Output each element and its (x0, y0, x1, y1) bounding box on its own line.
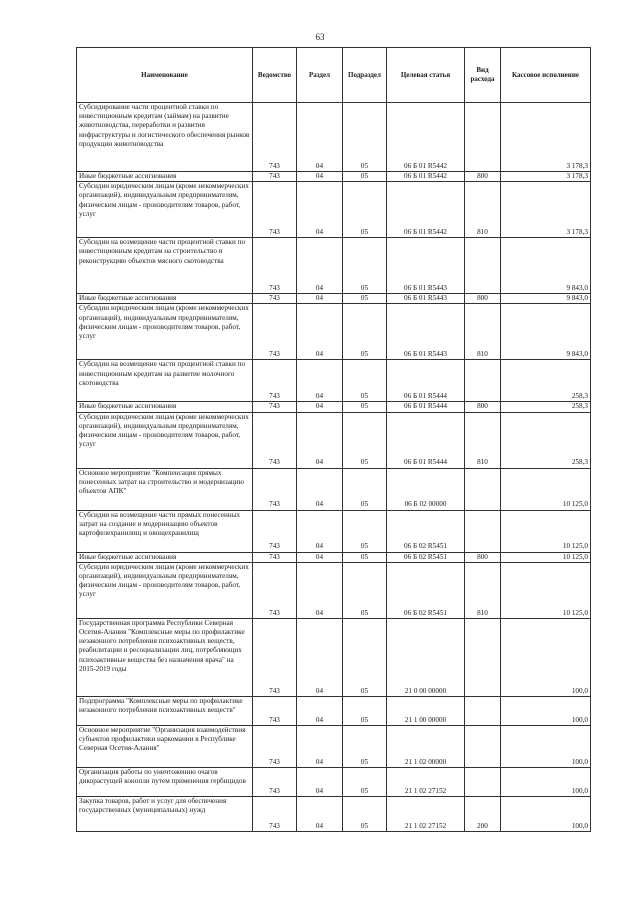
header-section: Раздел (297, 48, 343, 103)
row-section: 04 (297, 725, 343, 767)
row-cash: 10 125,0 (501, 562, 591, 618)
row-cash: 10 125,0 (501, 552, 591, 562)
row-cash: 100,0 (501, 725, 591, 767)
row-subsection: 05 (343, 103, 387, 172)
table-row (77, 696, 591, 725)
row-subsection: 05 (343, 172, 387, 182)
row-target: 06 Б 01 R5443 (387, 304, 465, 360)
row-subsection: 05 (343, 360, 387, 402)
row-subsection: 05 (343, 510, 387, 552)
budget-execution-table (76, 47, 591, 832)
row-cash: 3 178,3 (501, 172, 591, 182)
table-row (77, 238, 591, 294)
row-target: 21 1 02 27152 (387, 767, 465, 796)
row-section: 04 (297, 510, 343, 552)
row-section: 04 (297, 562, 343, 618)
row-subsection: 05 (343, 767, 387, 796)
row-name: Субсидии на возмещение части процентной ставки по инвестиционным кредитам на строительство и реконструкцию объектов мясного скотоводства (77, 238, 253, 294)
row-expense-type: 800 (465, 294, 501, 304)
header-expense-type: Вид расхода (465, 48, 501, 103)
table-row (77, 402, 591, 412)
table-row (77, 294, 591, 304)
row-name: Иные бюджетные ассигнования (77, 402, 253, 412)
row-cash: 258,3 (501, 412, 591, 468)
row-dept: 743 (253, 402, 297, 412)
row-dept: 743 (253, 562, 297, 618)
row-expense-type: 800 (465, 552, 501, 562)
row-expense-type: 800 (465, 402, 501, 412)
row-section: 04 (297, 618, 343, 696)
table-row (77, 510, 591, 552)
row-target: 06 Б 01 R5443 (387, 294, 465, 304)
table-body (77, 103, 591, 832)
row-cash: 100,0 (501, 618, 591, 696)
row-name: Иные бюджетные ассигнования (77, 172, 253, 182)
row-subsection: 05 (343, 552, 387, 562)
row-name: Государственная программа Республики Северная Осетия-Алания "Комплексные меры по профилактике незаконного потребления психоактивных веществ, реабилитации и ресоциализации лиц, потребляющих психоактивные вещества без назначения врача" на 2015-2019 годы (77, 618, 253, 696)
row-cash: 9 843,0 (501, 294, 591, 304)
row-name: Субсидии юридическим лицам (кроме некоммерческих организаций), индивидуальным предпринимателям, физическим лицам - производителям товаров, работ, услуг (77, 182, 253, 238)
row-subsection: 05 (343, 294, 387, 304)
row-dept: 743 (253, 618, 297, 696)
row-subsection: 05 (343, 725, 387, 767)
row-expense-type (465, 360, 501, 402)
header-cash: Кассовое исполнение (501, 48, 591, 103)
row-cash: 100,0 (501, 767, 591, 796)
row-cash: 100,0 (501, 696, 591, 725)
row-target: 06 Б 01 R5442 (387, 103, 465, 172)
row-subsection: 05 (343, 562, 387, 618)
row-dept: 743 (253, 468, 297, 510)
row-name: Субсидии юридическим лицам (кроме некоммерческих организаций), индивидуальным предпринимателям, физическим лицам - производителям товаров, работ, услуг (77, 304, 253, 360)
row-section: 04 (297, 552, 343, 562)
row-dept: 743 (253, 552, 297, 562)
row-expense-type: 810 (465, 182, 501, 238)
header-name: Наименование (77, 48, 253, 103)
row-dept: 743 (253, 696, 297, 725)
table-row (77, 172, 591, 182)
row-dept: 743 (253, 725, 297, 767)
row-subsection: 05 (343, 412, 387, 468)
row-target: 06 Б 01 R5444 (387, 402, 465, 412)
row-name: Основное мероприятие "Компенсация прямых понесенных затрат на строительство и модернизацию объектов АПК" (77, 468, 253, 510)
row-name: Субсидирование части процентной ставки по инвестиционным кредитам (займам) на развитие животноводства, переработки и развития инфраструктуры и логистического обеспечения рынков продукции животноводства (77, 103, 253, 172)
row-section: 04 (297, 172, 343, 182)
row-dept: 743 (253, 360, 297, 402)
row-target: 21 1 00 00000 (387, 696, 465, 725)
row-expense-type (465, 510, 501, 552)
row-target: 06 Б 01 R5444 (387, 412, 465, 468)
row-target: 06 Б 01 R5442 (387, 182, 465, 238)
row-name: Субсидии юридическим лицам (кроме некоммерческих организаций), индивидуальным предпринимателям, физическим лицам - производителям товаров, работ, услуг (77, 412, 253, 468)
row-cash: 258,3 (501, 360, 591, 402)
row-name: Иные бюджетные ассигнования (77, 552, 253, 562)
table-row (77, 103, 591, 172)
row-name: Субсидии на возмещение части прямых понесенных затрат на создание и модернизацию объектов картофелехранилищ и овощехранилищ (77, 510, 253, 552)
row-expense-type (465, 103, 501, 172)
header-dept: Ведомство (253, 48, 297, 103)
row-name: Субсидии на возмещение части процентной ставки по инвестиционным кредитам на развитие молочного скотоводства (77, 360, 253, 402)
row-expense-type: 810 (465, 412, 501, 468)
row-subsection: 05 (343, 402, 387, 412)
row-dept: 743 (253, 767, 297, 796)
row-target: 21 0 00 00000 (387, 618, 465, 696)
table-row (77, 552, 591, 562)
row-target: 06 Б 02 00000 (387, 468, 465, 510)
table-row (77, 767, 591, 796)
table-row (77, 796, 591, 831)
row-expense-type: 810 (465, 304, 501, 360)
row-dept: 743 (253, 510, 297, 552)
row-subsection: 05 (343, 238, 387, 294)
table-row (77, 468, 591, 510)
row-name: Иные бюджетные ассигнования (77, 294, 253, 304)
row-section: 04 (297, 294, 343, 304)
row-section: 04 (297, 103, 343, 172)
row-expense-type (465, 618, 501, 696)
table-row (77, 182, 591, 238)
row-dept: 743 (253, 294, 297, 304)
row-expense-type (465, 468, 501, 510)
row-cash: 100,0 (501, 796, 591, 831)
row-section: 04 (297, 468, 343, 510)
row-expense-type: 200 (465, 796, 501, 831)
table-row (77, 562, 591, 618)
row-cash: 9 843,0 (501, 304, 591, 360)
row-expense-type: 810 (465, 562, 501, 618)
row-cash: 9 843,0 (501, 238, 591, 294)
row-expense-type (465, 767, 501, 796)
row-dept: 743 (253, 182, 297, 238)
row-cash: 10 125,0 (501, 510, 591, 552)
row-target: 06 Б 01 R5443 (387, 238, 465, 294)
row-subsection: 05 (343, 618, 387, 696)
table-header-row (77, 48, 591, 103)
row-section: 04 (297, 696, 343, 725)
row-dept: 743 (253, 304, 297, 360)
row-section: 04 (297, 412, 343, 468)
row-subsection: 05 (343, 696, 387, 725)
table-row (77, 618, 591, 696)
row-subsection: 05 (343, 796, 387, 831)
row-dept: 743 (253, 238, 297, 294)
row-subsection: 05 (343, 182, 387, 238)
row-section: 04 (297, 304, 343, 360)
row-name: Субсидии юридическим лицам (кроме некоммерческих организаций), индивидуальным предпринимателям, физическим лицам - производителям товаров, работ, услуг (77, 562, 253, 618)
row-target: 06 Б 02 R5451 (387, 552, 465, 562)
row-expense-type: 800 (465, 172, 501, 182)
row-section: 04 (297, 767, 343, 796)
table-row (77, 725, 591, 767)
row-dept: 743 (253, 796, 297, 831)
row-section: 04 (297, 182, 343, 238)
row-dept: 743 (253, 412, 297, 468)
row-cash: 258,3 (501, 402, 591, 412)
header-subsection: Подраздел (343, 48, 387, 103)
table-row (77, 304, 591, 360)
table-row (77, 412, 591, 468)
row-target: 06 Б 02 R5451 (387, 562, 465, 618)
row-expense-type (465, 238, 501, 294)
row-section: 04 (297, 796, 343, 831)
row-subsection: 05 (343, 304, 387, 360)
row-cash: 3 178,3 (501, 182, 591, 238)
row-name: Закупка товаров, работ и услуг для обеспечения государственных (муниципальных) нужд (77, 796, 253, 831)
row-dept: 743 (253, 172, 297, 182)
row-section: 04 (297, 238, 343, 294)
row-name: Организация работы по уничтожению очагов дикорастущей конопли путем применения гербицидов (77, 767, 253, 796)
row-target: 06 Б 02 R5451 (387, 510, 465, 552)
row-name: Основное мероприятие "Организация взаимодействия субъектов профилактики наркомании в Республике Северная Осетия-Алания" (77, 725, 253, 767)
row-subsection: 05 (343, 468, 387, 510)
row-name: Подпрограмма "Комплексные меры по профилактике незаконного потребления психоактивных веществ" (77, 696, 253, 725)
row-target: 21 1 02 00000 (387, 725, 465, 767)
row-dept: 743 (253, 103, 297, 172)
table-row (77, 360, 591, 402)
row-section: 04 (297, 360, 343, 402)
header-target: Целевая статья (387, 48, 465, 103)
row-cash: 10 125,0 (501, 468, 591, 510)
row-section: 04 (297, 402, 343, 412)
row-expense-type (465, 696, 501, 725)
row-expense-type (465, 725, 501, 767)
row-cash: 3 178,3 (501, 103, 591, 172)
row-target: 21 1 02 27152 (387, 796, 465, 831)
page-number: 63 (315, 32, 325, 42)
row-target: 06 Б 01 R5442 (387, 172, 465, 182)
row-target: 06 Б 01 R5444 (387, 360, 465, 402)
